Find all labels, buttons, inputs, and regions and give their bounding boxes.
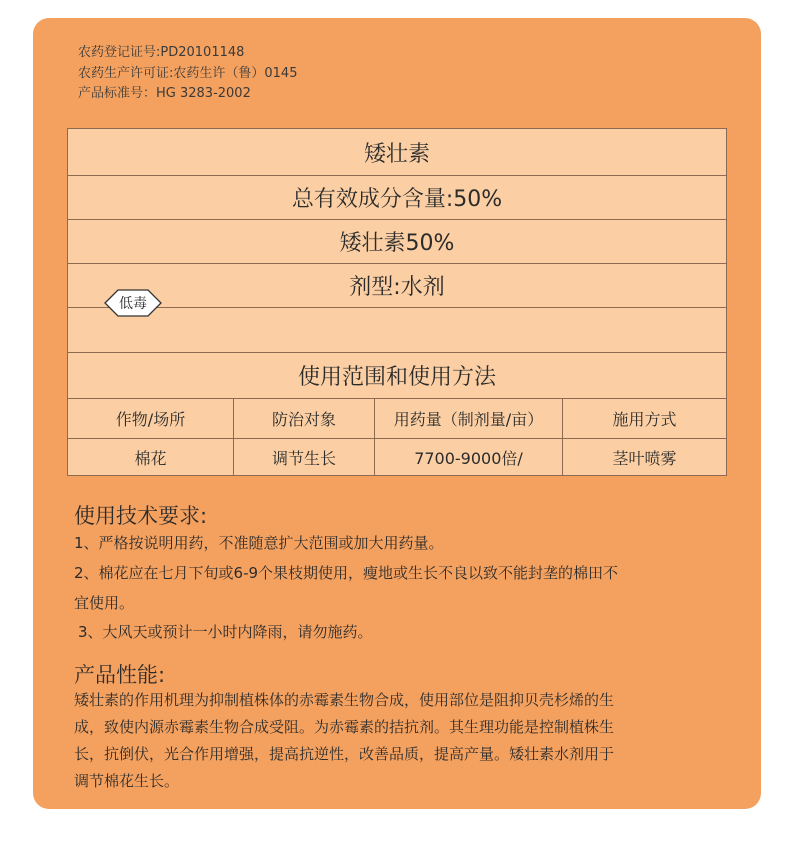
active-content: 总有效成分含量:50%: [68, 175, 726, 220]
perf-line: 长，抗倒伏，光合作用增强，提高抗逆性，改善品质，提高产量。矮壮素水剂用于: [74, 745, 615, 763]
perf-line: 矮壮素的作用机理为抑制植株体的赤霉素生物合成，使用部位是阻抑贝壳杉烯的生: [74, 691, 615, 709]
tech-line: 3、大风天或预计一小时内降雨，请勿施药。: [78, 623, 373, 641]
registration-number: 农药登记证号:PD20101148: [78, 45, 245, 60]
tech-title: 使用技术要求:: [74, 504, 208, 528]
toxicity-row: [68, 307, 726, 353]
header-method: 施用方式: [612, 409, 677, 429]
usage-title: 使用范围和使用方法: [68, 352, 726, 399]
crop-cell: 棉花: [68, 438, 234, 476]
method-cell: 茎叶喷雾: [612, 448, 677, 468]
header-crop: 作物/场所: [68, 398, 234, 438]
perf-line: 调节棉花生长。: [74, 772, 180, 790]
header-target: 防治对象: [234, 398, 375, 438]
perf-line: 成，致使内源赤霉素生物合成受阻。为赤霉素的拮抗剂。其生理功能是控制植株生: [74, 718, 615, 736]
product-name: 矮壮素: [68, 129, 726, 176]
formulation: 剂型:水剂: [68, 263, 726, 308]
product-info-table: [67, 128, 727, 476]
table-row: [68, 438, 726, 476]
dosage-cell: 7700-9000倍/: [375, 438, 563, 476]
target-cell: 调节生长: [234, 438, 375, 476]
header-dosage: 用药量（制剂量/亩）: [375, 398, 563, 438]
tech-line: 2、棉花应在七月下旬或6-9个果枝期使用，瘦地或生长不良以致不能封垄的棉田不: [74, 564, 619, 582]
production-license: 农药生产许可证:农药生许（鲁）0145: [78, 66, 298, 81]
product-standard: 产品标准号：HG 3283-2002: [78, 86, 251, 101]
tech-line: 1、严格按说明用药，不准随意扩大范围或加大用药量。: [74, 534, 444, 552]
perf-title: 产品性能:: [74, 663, 166, 687]
tech-line: 宜使用。: [74, 594, 135, 612]
toxicity-badge: 低毒: [119, 296, 147, 312]
usage-table-header: [68, 398, 726, 439]
active-ingredient: 矮壮素50%: [68, 219, 726, 264]
